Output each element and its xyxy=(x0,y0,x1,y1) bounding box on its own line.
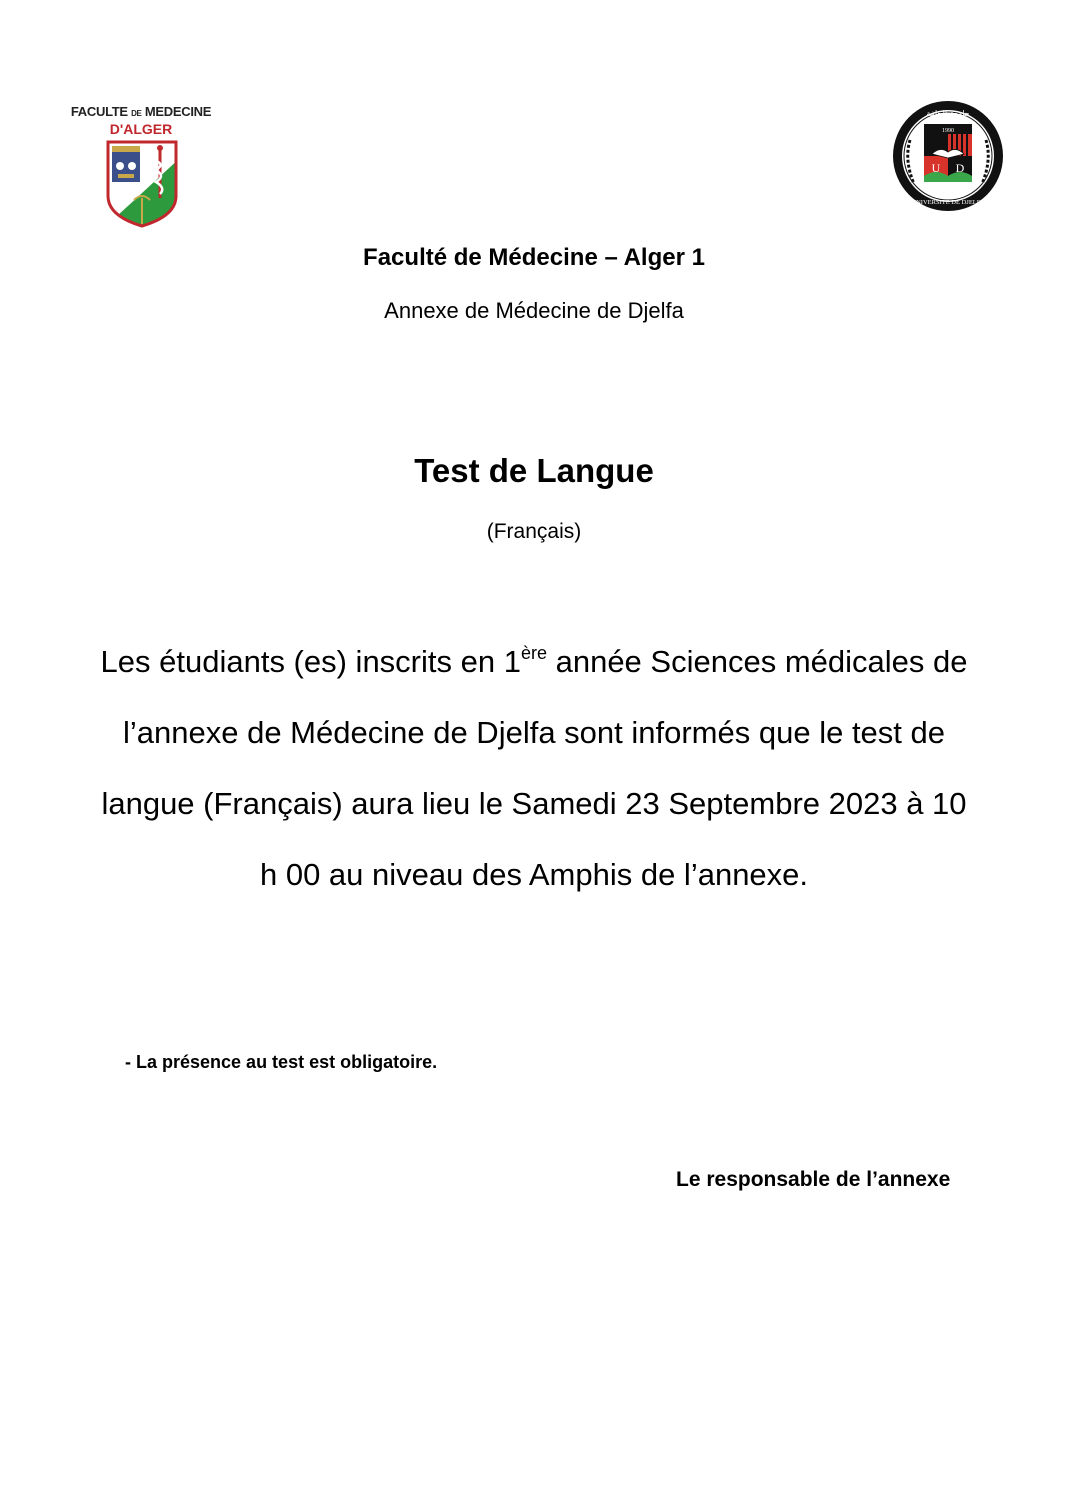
signature-line: Le responsable de l’annexe xyxy=(676,1168,951,1191)
notice-title: Test de Langue xyxy=(414,452,654,489)
annex-name: Annexe de Médecine de Djelfa xyxy=(384,298,684,323)
logo-left-word1: FACULTE xyxy=(70,104,128,119)
notice-body-part2: année Sciences médicales de l’annexe de Médecine de Djelfa sont informés que le test de langue (Français) aura lieu le Samedi 23 Septembre 2023 à 10 h 00 au niveau des Amphis de l’annexe. xyxy=(101,644,968,892)
universite-djelfa-logo xyxy=(888,100,1008,212)
faculte-medecine-alger-logo xyxy=(66,104,216,228)
notice-body-part1: Les étudiants (es) inscrits en 1 xyxy=(100,644,521,679)
university-seal-icon xyxy=(888,100,1008,212)
logo-left-line1 xyxy=(66,104,216,119)
mandatory-attendance-note: - La présence au test est obligatoire. xyxy=(125,1052,438,1072)
notice-body-superscript: ère xyxy=(520,643,547,663)
faculty-name: Faculté de Médecine – Alger 1 xyxy=(363,244,705,271)
logo-left-word-small: DE xyxy=(131,109,142,118)
svg-text:1990: 1990 xyxy=(942,128,954,134)
shield-crest-icon xyxy=(104,138,180,228)
notice-body xyxy=(100,626,968,910)
notice-subtitle: (Français) xyxy=(486,520,582,543)
logo-left-line2: D'ALGER xyxy=(109,121,173,137)
svg-text:U: U xyxy=(931,161,941,175)
svg-text:UNIVERSITÉ DE DJELFA: UNIVERSITÉ DE DJELFA xyxy=(911,199,985,206)
svg-text:جامعة الجلفة: جامعة الجلفة xyxy=(926,109,970,118)
logo-left-word2: MEDECINE xyxy=(144,104,212,119)
svg-text:D: D xyxy=(955,161,965,175)
